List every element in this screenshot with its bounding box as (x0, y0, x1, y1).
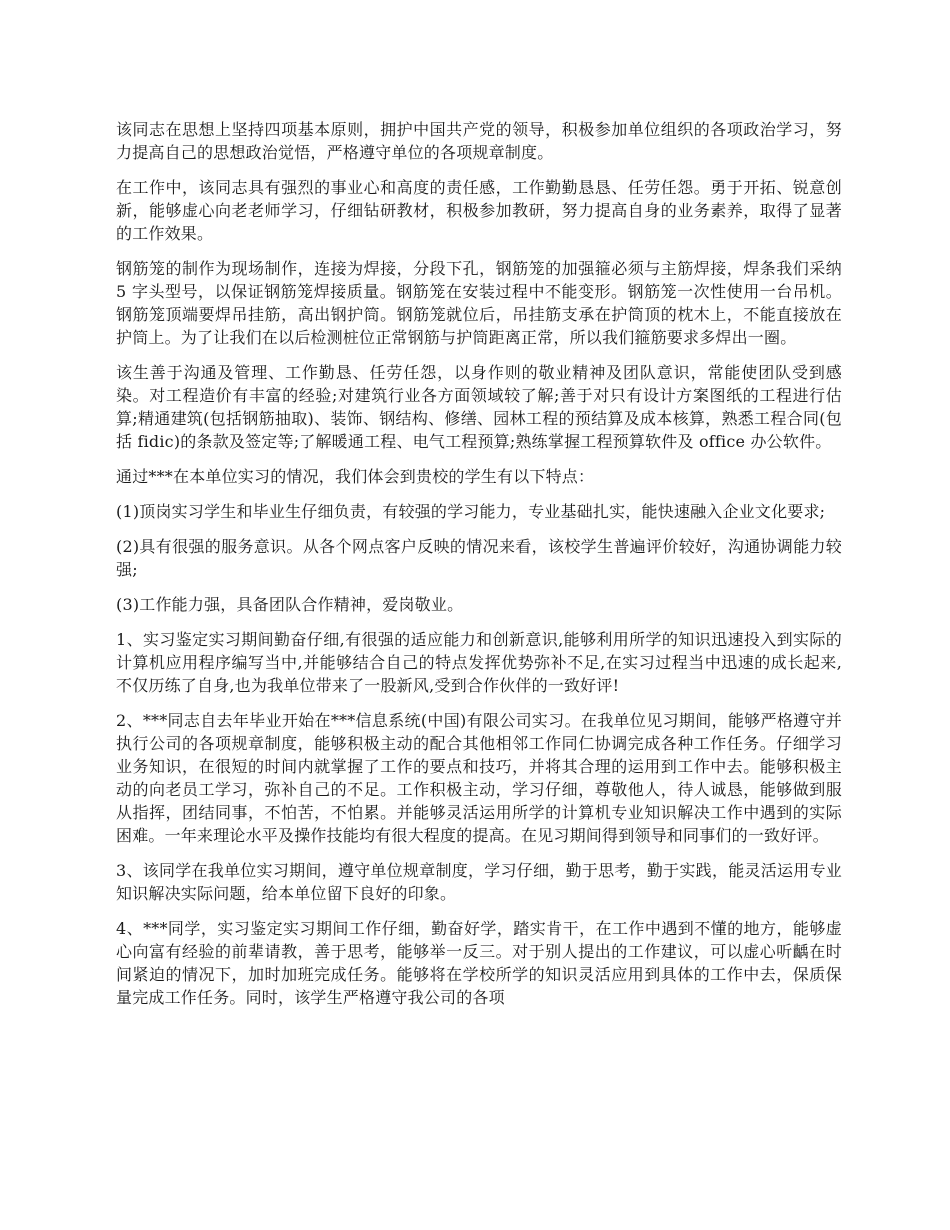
document-page (116, 118, 842, 1021)
paragraph-rebar-cage: 钢筋笼的制作为现场制作，连接为焊接，分段下孔，钢筋笼的加强箍必须与主筋焊接，焊条我们采纳 5 字头型号，以保证钢筋笼焊接质量。钢筋笼在安装过程中不能变形。钢筋笼一次性使用一台吊机。钢筋笼顶端要焊吊挂筋，高出钢护筒。钢筋笼就位后，吊挂筋支承在护筒顶的枕木上，不能直接放在护筒上。为了让我们在以后检测桩位正常钢筋与护筒距离正常，所以我们箍筋要求多焊出一圈。 (116, 259, 842, 347)
paragraph-trait-2: (2)具有很强的服务意识。从各个网点客户反映的情况来看，该校学生普遍评价较好，沟通协调能力较强; (116, 537, 842, 579)
paragraph-intro-traits: 通过***在本单位实习的情况，我们体会到贵校的学生有以下特点： (116, 467, 595, 486)
paragraph-cost-engineering: 该生善于沟通及管理、工作勤恳、任劳任怨，以身作则的敬业精神及团队意识，常能使团队受到感染。对工程造价有丰富的经验;对建筑行业各方面领域较了解;善于对只有设计方案图纸的工程进行估算;精通建筑(包括钢筋抽取)、装饰、钢结构、修缮、园林工程的预结算及成本核算，熟悉工程合同(包括 fidic)的条款及签定等;了解暖通工程、电气工程预算;熟练掌握工程预算软件及 office 办公软件。 (116, 363, 842, 451)
paragraph-trait-3: (3)工作能力强，具备团队合作精神，爱岗敬业。 (116, 595, 464, 614)
paragraph-appraisal-1: 1、实习鉴定实习期间勤奋仔细,有很强的适应能力和创新意识,能够利用所学的知识迅速投入到实际的计算机应用程序编写当中,并能够结合自己的特点发挥优势弥补不足,在实习过程当中迅速的成长起来,不仅历练了自身,也为我单位带来了一股新风,受到合作伙伴的一致好评! (116, 630, 842, 695)
paragraph-appraisal-3: 3、该同学在我单位实习期间，遵守单位规章制度，学习仔细，勤于思考，勤于实践，能灵活运用专业知识解决实际问题，给本单位留下良好的印象。 (116, 861, 842, 903)
paragraph-political-study: 该同志在思想上坚持四项基本原则，拥护中国共产党的领导，积极参加单位组织的各项政治学习，努力提高自己的思想政治觉悟，严格遵守单位的各项规章制度。 (116, 120, 842, 162)
paragraph-trait-1: (1)顶岗实习学生和毕业生仔细负责，有较强的学习能力，专业基础扎实，能快速融入企业文化要求; (116, 502, 826, 521)
paragraph-appraisal-4: 4、***同学，实习鉴定实习期间工作仔细，勤奋好学，踏实肯干，在工作中遇到不懂的地方，能够虚心向富有经验的前辈请教，善于思考，能够举一反三。对于别人提出的工作建议，可以虚心听齲在时间紧迫的情况下，加时加班完成任务。能够将在学校所学的知识灵活应用到具体的工作中去，保质保量完成工作任务。同时，该学生严格遵守我公司的各项 (116, 919, 842, 1007)
paragraph-appraisal-2: 2、***同志自去年毕业开始在***信息系统(中国)有限公司实习。在我单位见习期间，能够严格遵守并执行公司的各项规章制度，能够积极主动的配合其他相邻工作同仁协调完成各种工作任务。仔细学习业务知识，在很短的时间内就掌握了工作的要点和技巧，并将其合理的运用到工作中去。能够积极主动的向老员工学习，弥补自己的不足。工作积极主动，学习仔细，尊敬他人，待人诚恳，能够做到服从指挥，团结同事，不怕苦，不怕累。并能够灵活运用所学的计算机专业知识解决工作中遇到的实际困难。一年来理论水平及操作技能均有很大程度的提高。在见习期间得到领导和同事们的一致好评。 (116, 711, 842, 845)
paragraph-work-attitude: 在工作中，该同志具有强烈的事业心和高度的责任感，工作勤勤恳恳、任劳任怨。勇于开拓、锐意创新，能够虚心向老老师学习，仔细钻研教材，积极参加教研，努力提高自身的业务素养，取得了显著的工作效果。 (116, 178, 842, 243)
